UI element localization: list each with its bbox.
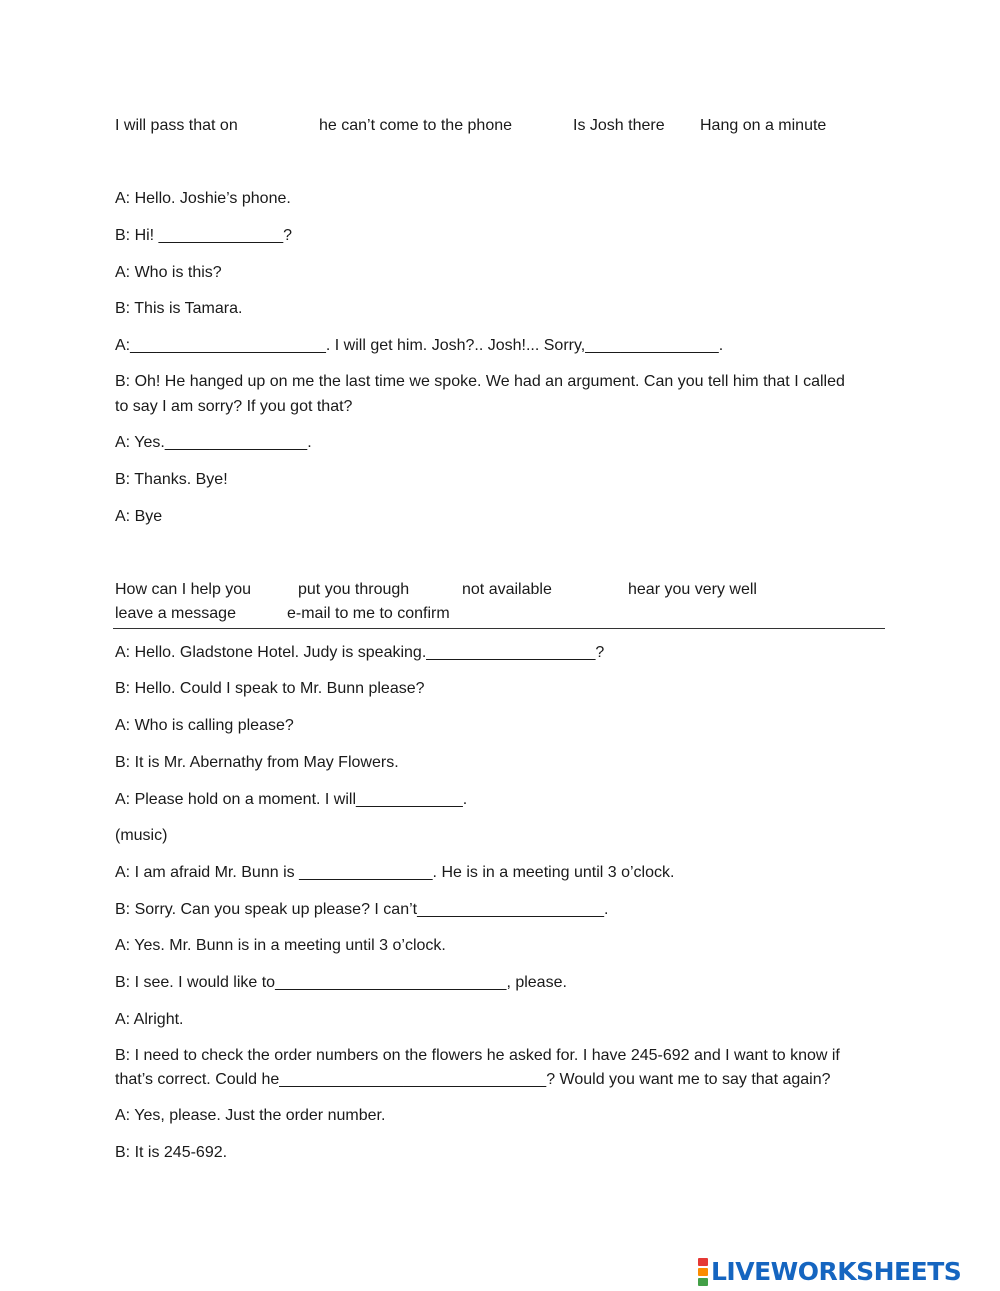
- dialogue-line: B: Sorry. Can you speak up please? I can’t_____________________.: [115, 901, 609, 918]
- dialogue-line: A: Alright.: [115, 1011, 184, 1028]
- word-bank-item: he can’t come to the phone: [319, 117, 513, 134]
- word-bank-item: How can I help you: [115, 581, 252, 598]
- dialogue-line: B: It is 245-692.: [115, 1144, 228, 1161]
- word-bank-item: Hang on a minute: [700, 117, 827, 134]
- dialogue-line: A: I am afraid Mr. Bunn is _______________. He is in a meeting until 3 o’clock.: [115, 864, 675, 881]
- dialogue-line: A: Who is calling please?: [115, 717, 294, 734]
- word-bank-item: not available: [462, 581, 552, 598]
- logo-blocks-icon: [698, 1257, 708, 1287]
- dialogue-line: A: Yes.________________.: [115, 434, 312, 451]
- dialogue-line: B: Hi! ______________?: [115, 227, 293, 244]
- dialogue-line: B: It is Mr. Abernathy from May Flowers.: [115, 754, 399, 771]
- dialogue-line: B: This is Tamara.: [115, 300, 243, 317]
- dialogue-line: A: Who is this?: [115, 264, 222, 281]
- dialogue-line: B: Hello. Could I speak to Mr. Bunn please?: [115, 680, 425, 697]
- dialogue-line: B: Oh! He hanged up on me the last time we spoke. We had an argument. Can you tell him that I called: [115, 373, 845, 390]
- section-divider: [113, 628, 885, 629]
- dialogue-line: B: Thanks. Bye!: [115, 471, 228, 488]
- dialogue-line: A: Yes, please. Just the order number.: [115, 1107, 386, 1124]
- dialogue-line: A:______________________. I will get him. Josh?.. Josh!... Sorry,_______________.: [115, 337, 724, 354]
- word-bank-item: hear you very well: [628, 581, 757, 598]
- dialogue-line: B: I need to check the order numbers on the flowers he asked for. I have 245-692 and I want to know if: [115, 1047, 840, 1064]
- dialogue-line: A: Please hold on a moment. I will____________.: [115, 791, 468, 808]
- dialogue-line: A: Yes. Mr. Bunn is in a meeting until 3 o’clock.: [115, 937, 446, 954]
- word-bank-item: I will pass that on: [115, 117, 238, 134]
- dialogue-line: A: Bye: [115, 508, 163, 525]
- dialogue-line: B: I see. I would like to__________________________, please.: [115, 974, 567, 991]
- dialogue-line: that’s correct. Could he______________________________? Would you want me to say that again?: [115, 1071, 831, 1088]
- logo-text: LIVEWORKSHEETS: [711, 1257, 962, 1286]
- dialogue-line: (music): [115, 827, 168, 844]
- dialogue-line: A: Hello. Gladstone Hotel. Judy is speaking.___________________?: [115, 644, 605, 661]
- word-bank-item: e-mail to me to confirm: [287, 605, 450, 622]
- word-bank-item: put you through: [298, 581, 410, 598]
- word-bank-item: leave a message: [115, 605, 236, 622]
- dialogue-line: to say I am sorry? If you got that?: [115, 398, 353, 415]
- word-bank-item: Is Josh there: [573, 117, 665, 134]
- liveworksheets-logo: [698, 1257, 961, 1287]
- dialogue-line: A: Hello. Joshie’s phone.: [115, 190, 291, 207]
